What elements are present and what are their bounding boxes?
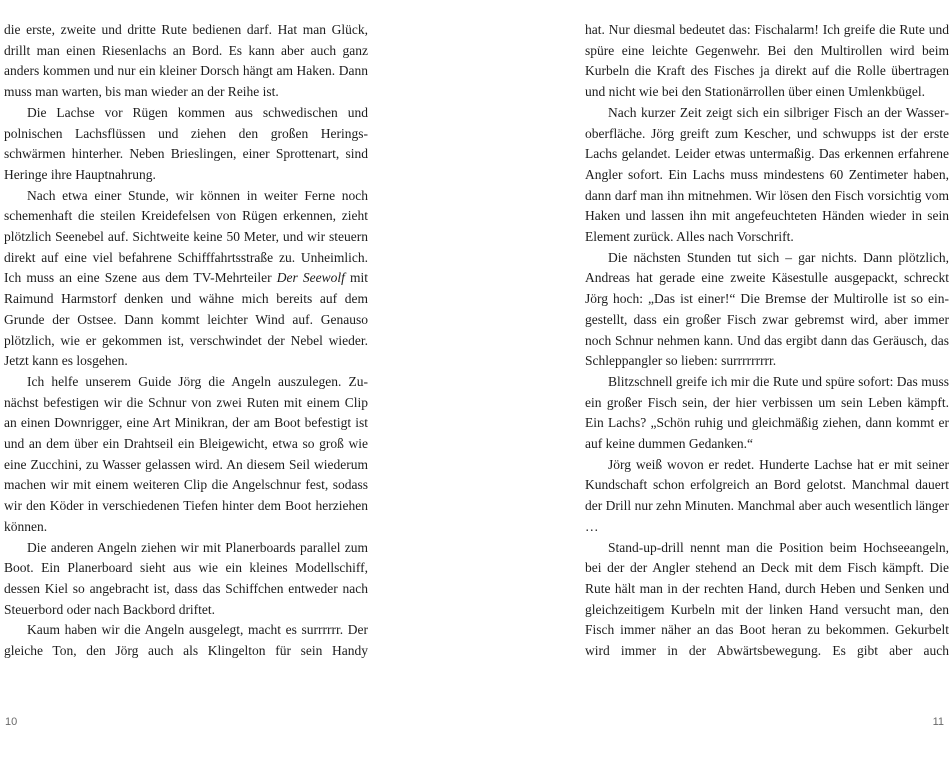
right-paragraph-3: Die nächsten Stunden tut sich – gar nichts. Dann plötzlich, Andreas hat gerade eine zweite Käsestulle ausgepackt, schreckt Jörg hoch: „Das ist einer!“ Die Bremse der Multirolle ist so eingestellt, dass ein großer Fisch zwar gebremst wird, aber immer noch Schnur nehmen kann. Und das ergibt dann das Geräusch, das Schleppangler so lieben: surrrrrrrrr. [585,249,949,369]
left-paragraph-3 [4,186,368,372]
left-paragraph-2: Die Lachse vor Rügen kommen aus schwedischen und polnischen Lachsflüssen und ziehen den großen Heringsschwärmen hinterher. Neben Brieslingen, einer Sprottenart, sind Heringe ihre Hauptnahrung. [4,104,368,182]
right-page [585,20,949,662]
left-paragraph-3-end: mit Raimund Harmstorf denken und wähne mich bereits auf dem Grunde der Ostsee. Dann kommt leichter Wind auf. Genauso plötzlich, wie er gekommen ist, verschwindet der Nebel wieder. Jetzt kann es losgehen. [4,270,368,369]
right-paragraph-1: hat. Nur diesmal bedeutet das: Fischalarm! Ich greife die Rute und spüre eine leichte Gegenwehr. Bei den Multirollen wird beim Kurbeln die Kraft des Fisches ja direkt auf die Rolle übertragen und nicht wie bei den Stationärrollen über einen Umlenkbügel. [585,22,949,100]
right-paragraph-5: Jörg weiß wovon er redet. Hunderte Lachse hat er mit seiner Kundschaft schon erfolgreich an Bord gelotst. Manchmal dauert der Drill nur zehn Minuten. Manchmal aber auch wesentlich länger … [585,456,949,534]
left-paragraph-3-start: Nach etwa einer Stunde, wir können in weiter Ferne noch schemenhaft die steilen Kreidefelsen von Rügen erkennen, zieht plötzlich Seenebel auf. Sichtweite keine 50 Meter, und wir steuern direkt auf eine viel befahrene Schifffahrtsstraße zu. Unheimlich. Ich muss an eine Szene aus dem TV-Mehrteiler [4,187,368,286]
left-paragraph-6: Kaum haben wir die Angeln ausgelegt, macht es surrrrrr. Der gleiche Ton, den Jörg auch als Klingelton für sein Handy [4,622,368,659]
left-paragraph-5: Die anderen Angeln ziehen wir mit Planerboards parallel zum Boot. Ein Planerboard sieht aus wie ein kleines Modellschiff, dessen Kiel so angebracht ist, dass das Schiffchen entweder nach Steuerbord oder nach Backbord driftet. [4,539,368,617]
left-paragraph-1: die erste, zweite und dritte Rute bedienen darf. Hat man Glück, drillt man einen Riesenlachs an Bord. Es kann aber auch ganz anders kommen und nur ein kleiner Dorsch hängt am Haken. Dann muss man warten, bis man wieder an der Reihe ist. [4,22,368,100]
page-number-right: 11 [932,716,944,728]
left-paragraph-4: Ich helfe unserem Guide Jörg die Angeln auszulegen. Zunächst befestigen wir die Schnur von zwei Ruten mit einem Clip an einen Downrigger, eine Art Minikran, der am Boot befestigt ist und an dem über ein Drahtseil ein Bleigewicht, etwa so groß wie eine Zucchini, zu Wasser gelassen wird. An diesem Seil wiederum machen wir mit einem weiteren Clip die Angelschnur fest, sodass wir den Köder in verschiedenen Tiefen hinter dem Boot herziehen können. [4,373,368,534]
right-paragraph-2: Nach kurzer Zeit zeigt sich ein silbriger Fisch an der Wasseroberfläche. Jörg greift zum Kescher, und schwupps ist der erste Lachs gelandet. Leider etwas untermaßig. Das erkennen erfahrene Angler sofort. Ein Lachs muss mindestens 60 Zentimeter haben, dann darf man ihn mitnehmen. Wir lösen den Fisch vorsichtig vom Haken und lassen ihn mit angefeuchteten Händen wieder in sein Element zurück. Alles nach Vorschrift. [585,104,949,245]
page-number-left: 10 [5,716,18,728]
left-page [4,20,368,662]
right-paragraph-4: Blitzschnell greife ich mir die Rute und spüre sofort: Das muss ein großer Fisch sein, der hier verbissen um sein Leben kämpft. Ein Lachs? „Schön ruhig und gleichmäßig ziehen, dann kommt er auf keine dummen Gedanken.“ [585,373,949,452]
right-paragraph-6: Stand-up-drill nennt man die Position beim Hochseeangeln, bei der der Angler stehend an Deck mit dem Fisch kämpft. Die Rute hält man in der rechten Hand, durch Heben und Senken und gleichzeitigem Kurbeln mit der linken Hand versucht man, den Fisch immer näher an das Boot heran zu bekommen. Gekurbelt wird immer in der Abwärtsbewegung. Es gibt aber auch [585,539,949,659]
tv-series-title: Der Seewolf [276,270,345,286]
